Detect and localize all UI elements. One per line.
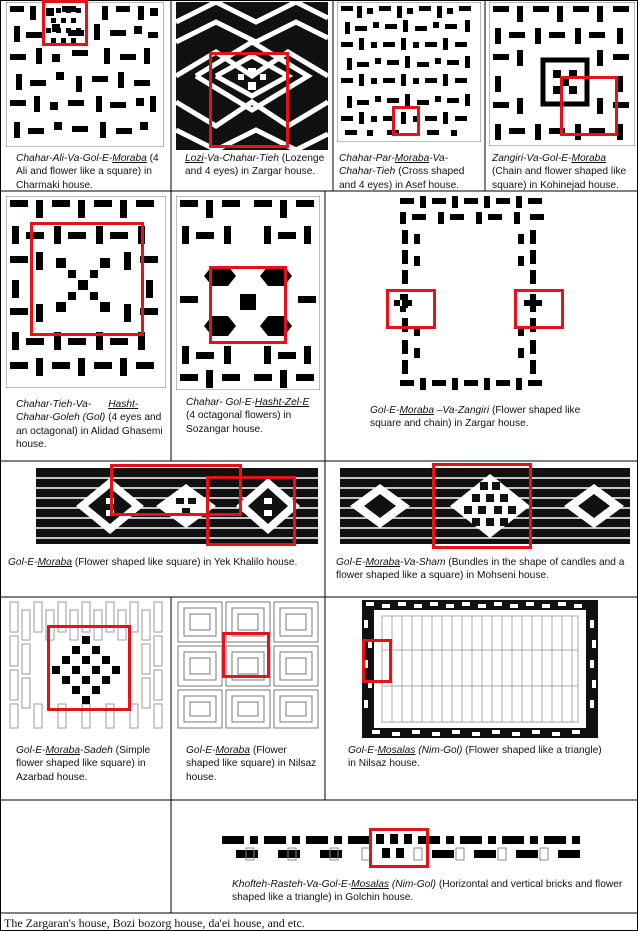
highlight-box (47, 625, 131, 711)
caption-8: Gol-E-Moraba (Flower shaped like square) in Yek Khalilo house. (8, 557, 298, 568)
caption-6: Chahar- Gol-E-Hasht-Zel-E (4 octagonal flowers) in Sozangar house. (186, 397, 310, 435)
pattern-image-nilsaz-triangle (362, 600, 598, 738)
highlight-box (42, 0, 88, 46)
caption-2: Lozi-Va-Chahar-Tieh (Lozenge and 4 eyes) in Zargar house. (185, 153, 325, 178)
highlight-box (369, 828, 429, 868)
caption-7: Gol-E-Moraba –Va-Zangiri (Flower shaped like square and chain) in Zargar house. (370, 405, 581, 430)
highlight-box (560, 76, 618, 136)
highlight-box (392, 106, 420, 136)
caption-5: Chahar-Tieh-Va- Hasht- Chahar-Goleh (Gol) (4 eyes and an octagonal) in Alidad Ghasemi house. (16, 399, 163, 450)
highlight-box (432, 463, 532, 549)
caption-1: Chahar-Ali-Va-Gol-E-Moraba (4 Ali and flower like a square) in Charmaki house. (16, 153, 159, 191)
highlight-box (209, 52, 289, 148)
highlight-box (30, 222, 144, 336)
highlight-box (222, 632, 270, 678)
caption-4: Zangiri-Va-Gol-E-Moraba (Chain and flower shaped like square) in Kohinejad house. (492, 153, 627, 191)
footer-note: The Zargaran's house, Bozi bozorg house, da'ei house, and etc. (4, 916, 305, 930)
highlight-box (362, 639, 392, 683)
caption-9: Gol-E-Moraba-Va-Sham (Bundles in the shape of candles and a flower shaped like a square) in Mohseni house. (336, 557, 625, 582)
caption-10: Gol-E-Moraba-Sadeh (Simple flower shaped like square) in Azarbad house. (16, 745, 151, 783)
caption-3: Chahar-Par-Moraba-Va-Chahar-Tieh (Cross shaped and 4 eyes) in Asef house. (339, 153, 465, 191)
caption-13: Khofteh-Rasteh-Va-Gol-E-Mosalas (Nim-Gol) (Horizontal and vertical bricks and flower shaped like a triangle) in Golchin house. (232, 879, 623, 904)
highlight-box (206, 476, 296, 546)
caption-12: Gol-E-Mosalas (Nim-Gol) (Flower shaped like a triangle) in Nilsaz house. (348, 745, 602, 770)
highlight-box (386, 289, 436, 329)
highlight-box (514, 289, 564, 329)
highlight-box (209, 266, 287, 344)
caption-11: Gol-E-Moraba (Flower shaped like square) in Nilsaz house. (186, 745, 317, 783)
